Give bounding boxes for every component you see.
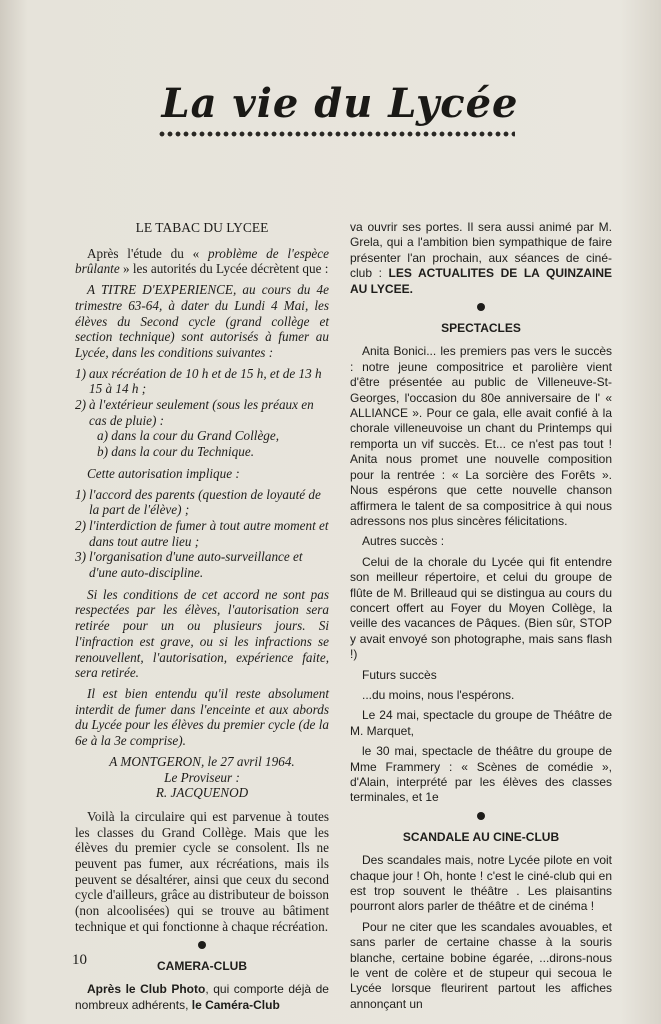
prohibition-paragraph: Il est bien entendu qu'il reste absolument interdit de fumer dans l'enceinte et aux abords du Lycée pour les élèves du premier cycle (de la 6e à la 3e comprise).: [75, 685, 329, 749]
theatre-30-mai: le 30 mai, spectacle de théâtre du groupe de Mme Frammery : « Scènes de comédie », d'Alain, interprété par les élèves des classes terminales, et 1e: [350, 744, 612, 805]
tabac-heading: LE TABAC DU LYCEE: [135, 220, 269, 235]
list-item: 3) l'organisation d'une auto-surveillance et d'une auto-discipline.: [75, 549, 303, 581]
section-bullet: [198, 941, 206, 949]
section-bullet: [477, 812, 485, 820]
list-item: 2) l'interdiction de fumer à tout autre moment et dans tout autre lieu ;: [75, 517, 329, 549]
circular-paragraph: Voilà la circulaire qui est parvenue à toutes les classes du Grand Collège. Mais que les élèves du premier cycle se consolent. Ils ne peuvent pas fumer, aux récréations, mais ils peuvent se désaltérer, ainsi que ceux du second cycle d'ailleurs, grâce au distributeur de boisson (non alcoolisées) qui se trouve au bâtiment technique et qui fonctionne à chaque récréation.: [75, 808, 329, 934]
decorative-rule: [158, 130, 515, 138]
chorale-paragraph: Celui de la chorale du Lycée qui fit entendre son meilleur répertoire, et celui du groupe de flûte de M. Brilleaud qui se distingua au cours du concert offert au Foyer du Moyen Collège, la veille des vacances de Pâques. (Bien sûr, STOP y avait envoyé son photographe, mais sans flash !): [350, 554, 612, 662]
camera-continued: va ouvrir ses portes. Il sera aussi animé par M. Grela, qui a l'ambition bien sympathique de faire présenter l'an prochain, aux séances de ciné-club : LES ACTUALITES DE LA QUINZAINE AU LYCEE.: [350, 220, 612, 296]
autres-succes: Autres succès :: [362, 534, 445, 549]
date-line: A MONTGERON, le 27 avril 1964.: [109, 753, 295, 769]
scandale-paragraph-1: Des scandales mais, notre Lycée pilote en voit chaque jour ! Oh, honte ! c'est le ciné-club qui en est trop souvent le théâtre . Les plaisantins pourront alors parler de théâtre et de cinéma !: [350, 853, 612, 914]
scandale-heading: SCANDALE AU CINE-CLUB: [402, 829, 560, 844]
camera-paragraph: Après le Club Photo, qui comporte déjà de nombreux adhérents, le Caméra-Club: [75, 982, 329, 1012]
left-column: [75, 220, 329, 1018]
implications-list: [75, 487, 329, 581]
sanction-paragraph: Si les conditions de cet accord ne sont pas respectées par les élèves, l'autorisation sera retirée pour un ou plusieurs jours. Si l'infraction est grave, ou si les infractions se renouvellent, l'autorisation, expérience faite, sera retirée.: [75, 586, 329, 681]
sub-item: b) dans la cour du Technique.: [97, 444, 255, 460]
decree-paragraph: A TITRE D'EXPERIENCE, au cours du 4e trimestre 63-64, à dater du Lundi 4 Mai, les élèves du Second cycle (grand collège et section technique) sont autorisés à fumer au Lycée, dans les conditions suivantes :: [75, 282, 329, 360]
scandale-paragraph-2: Pour ne citer que les scandales avouables, et sans parler de certaine chasse à la souris blanche, certaine bobine égarée, ...dirons-nous le vent de colère et de stupeur qui secoua le Lycée lorsque fleurirent partout les affiches annonçant un: [350, 919, 612, 1011]
signature-name: R. JACQUENOD: [155, 785, 249, 801]
sub-item: a) dans la cour du Grand Collège,: [97, 428, 280, 444]
conditions-list: [75, 366, 329, 460]
theatre-24-mai: Le 24 mai, spectacle du groupe de Théâtre de M. Marquet,: [350, 708, 612, 738]
spectacles-heading: SPECTACLES: [441, 321, 521, 336]
list-item: 1) l'accord des parents (question de loyauté de la part de l'élève) ;: [75, 486, 321, 518]
camera-club-heading: CAMERA-CLUB: [157, 958, 247, 973]
futurs-succes: Futurs succès: [362, 667, 437, 682]
list-item: 2) à l'extérieur seulement (sous les préaux en cas de pluie) :: [75, 397, 314, 428]
page-number: 10: [72, 952, 87, 968]
esperons-line: ...du moins, nous l'espérons.: [362, 687, 515, 702]
implies-line: Cette autorisation implique :: [87, 465, 240, 481]
right-column: [350, 220, 612, 1017]
section-bullet: [477, 303, 485, 311]
page-title: La vie du Lycée: [161, 80, 519, 127]
signature-title: Le Proviseur :: [164, 769, 240, 785]
list-item: 1) aux récréation de 10 h et de 15 h, et de 13 h 15 à 14 h ;: [75, 365, 322, 397]
intro-paragraph: Après l'étude du « problème de l'espèce brûlante » les autorités du Lycée décrètent que :: [75, 245, 329, 277]
spectacles-paragraph: Anita Bonici... les premiers pas vers le succès : notre jeune compositrice et parolière vient d'être présentée au public de Villeneuve-St-Georges, l'occasion du 80e anniversaire de l' « ALLIANCE ». Pour ce gala, elle avait confié à la chorale villeneuvoise un chant du Printemps qui remporta un vif succès. Et... ce n'est pas tout ! Anita nous promet une nouvelle composition pour la rentrée : « La sorcière des Forêts ». Nous espérons que cette nouvelle chanson affirmera le talent de sa compositrice à qui nous adressons nos plus sincères félicitations.: [350, 344, 612, 528]
